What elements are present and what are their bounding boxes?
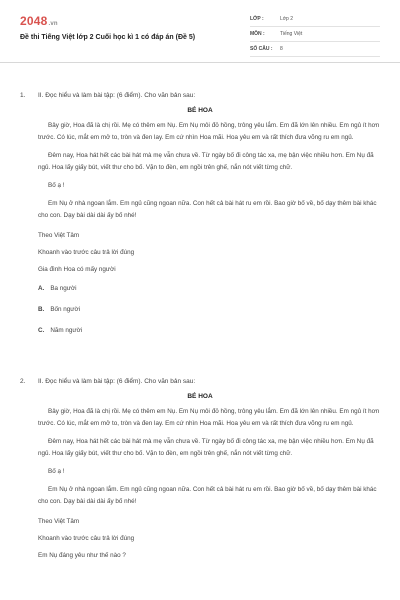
logo-text: 2048	[20, 14, 48, 28]
story-source: Theo Việt Tâm	[38, 518, 80, 525]
question-header	[20, 92, 380, 99]
option-letter: B.	[38, 306, 45, 313]
option-text: Bốn người	[50, 306, 81, 313]
answer-option-a[interactable]	[38, 285, 210, 292]
question-2	[20, 378, 380, 559]
question-prompt: II. Đọc hiểu và làm bài tập: (6 điểm). Cho văn bản sau:	[38, 92, 196, 99]
question-1	[20, 92, 380, 348]
story-paragraph: Em Nụ ở nhà ngoan lắm. Em ngủ cũng ngoan nữa. Con hết cả bài hát ru em rồi. Bao giờ bố về, bố dạy thêm bài khác cho con. Dạy bài dài dài ấy bố nhé!	[38, 200, 377, 219]
meta-row-count	[250, 42, 380, 57]
meta-key: LỚP :	[250, 16, 264, 22]
question-number: 1.	[20, 92, 26, 99]
answer-options	[20, 285, 380, 348]
meta-row-class	[250, 12, 380, 27]
question-header	[20, 378, 380, 385]
story-paragraph: Đêm nay, Hoa hát hết các bài hát mà mẹ vẫn chưa về. Từ ngày bố đi công tác xa, mẹ bận việc nhiều hơn. Em Nụ đã ngủ. Hoa lấy giấy bút, viết thư cho bố. Vặn to đèn, em ngồi trên ghế, nắn nót viết từng chữ.	[38, 152, 374, 171]
story-paragraph: Em Nụ ở nhà ngoan lắm. Em ngủ cũng ngoan nữa. Con hết cả bài hát ru em rồi. Bao giờ bố về, bố dạy thêm bài khác cho con. Dạy bài dài dài ấy bố nhé!	[38, 486, 377, 505]
answer-option-b[interactable]	[38, 306, 210, 313]
story-title: BÉ HOA	[187, 393, 213, 400]
story-paragraph: Bố ạ !	[48, 182, 65, 189]
option-text: Ba người	[50, 285, 77, 292]
answer-option-c[interactable]	[38, 327, 210, 334]
story-source: Theo Việt Tâm	[38, 232, 80, 239]
site-logo[interactable]	[20, 14, 58, 28]
instruction: Khoanh vào trước câu trả lời đúng	[38, 535, 135, 542]
question-prompt: II. Đọc hiểu và làm bài tập: (6 điểm). Cho văn bản sau:	[38, 378, 196, 385]
meta-key: MÔN :	[250, 31, 265, 37]
meta-value: Lớp 2	[280, 16, 294, 22]
meta-key: SỐ CÂU :	[250, 46, 273, 52]
story-paragraph: Bây giờ, Hoa đã là chị rồi. Mẹ có thêm em Nụ. Em Nụ môi đỏ hồng, trông yêu lắm. Em đã lớn lên nhiều. Em ngủ ít hơn trước. Có lúc, mắt em mở to, tròn và đen lay. Em cứ nhìn Hoa mãi. Hoa yêu em và rất thích đưa võng ru em ngủ.	[38, 408, 380, 427]
question-text: Em Nụ đáng yêu như thế nào ?	[38, 552, 126, 559]
page-header	[0, 0, 400, 63]
meta-value: Tiếng Việt	[280, 31, 303, 37]
option-letter: C.	[38, 327, 45, 334]
exam-meta	[250, 12, 380, 57]
instruction: Khoanh vào trước câu trả lời đúng	[38, 249, 135, 256]
option-letter: A.	[38, 285, 45, 292]
story-paragraph: Bây giờ, Hoa đã là chị rồi. Mẹ có thêm em Nụ. Em Nụ môi đỏ hồng, trông yêu lắm. Em đã lớn lên nhiều. Em ngủ ít hơn trước. Có lúc, mắt em mở to, tròn và đen lay. Em cứ nhìn Hoa mãi. Hoa yêu em và rất thích đưa võng ru em ngủ.	[38, 122, 380, 141]
story-title: BÉ HOA	[187, 107, 213, 114]
exam-title: Đề thi Tiếng Việt lớp 2 Cuối học kì 1 có đáp án (Đề 5)	[20, 34, 196, 41]
option-text: Năm người	[50, 327, 83, 334]
question-text: Gia đình Hoa có mấy người	[38, 266, 116, 273]
meta-value: 8	[280, 46, 283, 52]
story-paragraph: Bố ạ !	[48, 468, 65, 475]
question-number: 2.	[20, 378, 26, 385]
meta-row-subject	[250, 27, 380, 42]
story-paragraph: Đêm nay, Hoa hát hết các bài hát mà mẹ vẫn chưa về. Từ ngày bố đi công tác xa, mẹ bận việc nhiều hơn. Em Nụ đã ngủ. Hoa lấy giấy bút, viết thư cho bố. Vặn to đèn, em ngồi trên ghế, nắn nót viết từng chữ.	[38, 438, 374, 457]
logo-suffix: .vn	[48, 21, 58, 27]
